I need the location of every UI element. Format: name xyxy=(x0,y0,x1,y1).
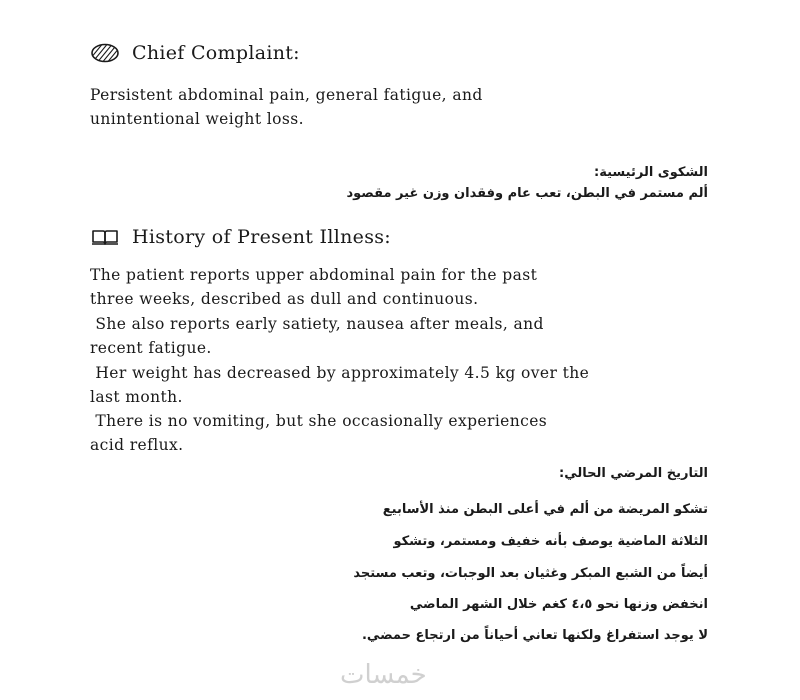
history-line: last month. xyxy=(90,388,183,406)
arabic-chief-complaint-text: ألم مستمر في البطن، تعب عام وفقدان وزن غير مقصود xyxy=(346,186,708,201)
arabic-history-line: الثلاثة الماضية يوصف بأنه خفيف ومستمر، وتشكو xyxy=(393,534,708,549)
history-line: acid reflux. xyxy=(90,436,184,454)
hatched-circle-icon xyxy=(90,42,120,64)
history-line: There is no vomiting, but she occasionally experiences xyxy=(90,412,548,430)
arabic-history-line: انخفض وزنها نحو ٤،٥ كغم خلال الشهر الماضي xyxy=(409,597,708,612)
arabic-history-line: أيضاً من الشبع المبكر وغثيان بعد الوجبات، وتعب مستجد xyxy=(353,566,708,581)
chief-complaint-heading xyxy=(90,42,300,64)
watermark: خمسات xyxy=(340,660,427,690)
history-line: She also reports early satiety, nausea after meals, and xyxy=(90,315,544,333)
history-line: recent fatigue. xyxy=(90,339,212,357)
arabic-history-heading: التاريخ المرضي الحالي: xyxy=(559,466,708,481)
arabic-chief-complaint-heading: الشكوى الرئيسية: xyxy=(594,165,708,180)
arabic-history-line: لا يوجد استفراغ ولكنها تعاني أحياناً من ارتجاع حمضي. xyxy=(361,628,708,643)
history-heading xyxy=(90,226,391,248)
open-book-icon xyxy=(90,226,120,248)
chief-complaint-title: Chief Complaint: xyxy=(132,42,300,64)
history-line: The patient reports upper abdominal pain for the past xyxy=(90,266,538,284)
history-line: Her weight has decreased by approximately 4.5 kg over the xyxy=(90,364,590,382)
arabic-history-line: تشكو المريضة من ألم في أعلى البطن منذ الأسابيع xyxy=(382,502,708,517)
history-line: three weeks, described as dull and continuous. xyxy=(90,290,479,308)
chief-complaint-line: Persistent abdominal pain, general fatigue, and xyxy=(90,86,483,104)
chief-complaint-line: unintentional weight loss. xyxy=(90,110,304,128)
history-title: History of Present Illness: xyxy=(132,226,391,248)
